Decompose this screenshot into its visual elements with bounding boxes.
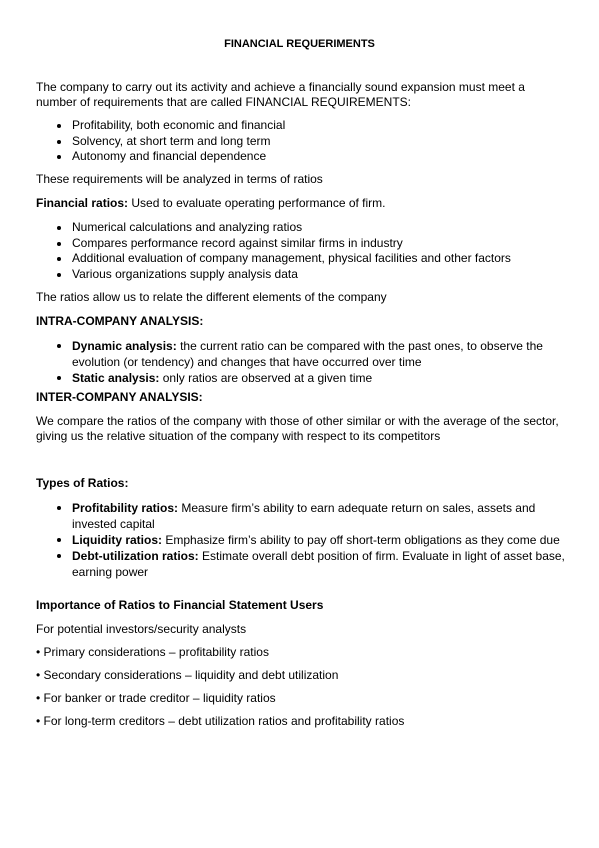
analyzed-paragraph: These requirements will be analyzed in terms of ratios xyxy=(36,172,323,186)
importance-heading: Importance of Ratios to Financial Statement Users xyxy=(36,598,324,612)
profitability-ratios-label: Profitability ratios: xyxy=(72,501,179,515)
list-item xyxy=(36,370,566,386)
importance-line: • For long-term creditors – debt utilization ratios and profitability ratios xyxy=(36,714,405,728)
financial-ratios-text: Used to evaluate operating performance of firm. xyxy=(131,196,386,210)
list-item xyxy=(36,532,566,548)
liquidity-ratios-text: Emphasize firm’s ability to pay off short-term obligations as they come due xyxy=(165,533,560,547)
list-item: Solvency, at short term and long term xyxy=(36,134,566,150)
importance-line: For potential investors/security analysts xyxy=(36,622,247,636)
inter-heading: INTER-COMPANY ANALYSIS: xyxy=(36,390,203,404)
list-item: Numerical calculations and analyzing ratios xyxy=(36,220,566,236)
importance-line: • Secondary considerations – liquidity and debt utilization xyxy=(36,668,339,682)
list-item: Compares performance record against similar firms in industry xyxy=(36,236,566,252)
dynamic-analysis-label: Dynamic analysis: xyxy=(72,339,177,353)
static-analysis-text: only ratios are observed at a given time xyxy=(162,371,373,385)
list-item: Profitability, both economic and financial xyxy=(36,118,566,134)
inter-paragraph: We compare the ratios of the company with those of other similar or with the average of the sector, giving us the relative situation of the company with respect to its competitors xyxy=(36,414,559,443)
list-item xyxy=(36,338,566,370)
intro-paragraph: The company to carry out its activity and achieve a financially sound expansion must meet a number of requirements that are called FINANCIAL REQUIREMENTS: xyxy=(36,80,525,109)
requirements-list xyxy=(36,118,566,165)
intra-list xyxy=(36,338,566,386)
profitability-ratios-text: Measure firm’s ability to earn adequate return on sales, assets and invested capital xyxy=(72,501,536,531)
dynamic-analysis-text: the current ratio can be compared with the past ones, to observe the evolution (or tendency) and changes that have occurred over time xyxy=(72,339,543,369)
types-heading: Types of Ratios: xyxy=(36,476,129,490)
relate-paragraph: The ratios allow us to relate the different elements of the company xyxy=(36,290,387,304)
debt-utilization-ratios-text: Estimate overall debt position of firm. Evaluate in light of asset base, earning power xyxy=(72,549,565,579)
intra-heading: INTRA-COMPANY ANALYSIS: xyxy=(36,314,204,328)
financial-ratios-list xyxy=(36,220,566,282)
list-item: Various organizations supply analysis data xyxy=(36,267,566,283)
debt-utilization-ratios-label: Debt-utilization ratios: xyxy=(72,549,199,563)
list-item xyxy=(36,548,566,580)
document-title: FINANCIAL REQUERIMENTS xyxy=(224,38,375,50)
financial-ratios-paragraph xyxy=(36,196,566,211)
importance-line: • Primary considerations – profitability ratios xyxy=(36,645,269,659)
liquidity-ratios-label: Liquidity ratios: xyxy=(72,533,162,547)
financial-ratios-label: Financial ratios: xyxy=(36,196,129,210)
types-list xyxy=(36,500,566,580)
list-item: Autonomy and financial dependence xyxy=(36,149,566,165)
list-item xyxy=(36,500,566,532)
importance-line: • For banker or trade creditor – liquidity ratios xyxy=(36,691,276,705)
list-item: Additional evaluation of company management, physical facilities and other factors xyxy=(36,251,566,267)
static-analysis-label: Static analysis: xyxy=(72,371,160,385)
